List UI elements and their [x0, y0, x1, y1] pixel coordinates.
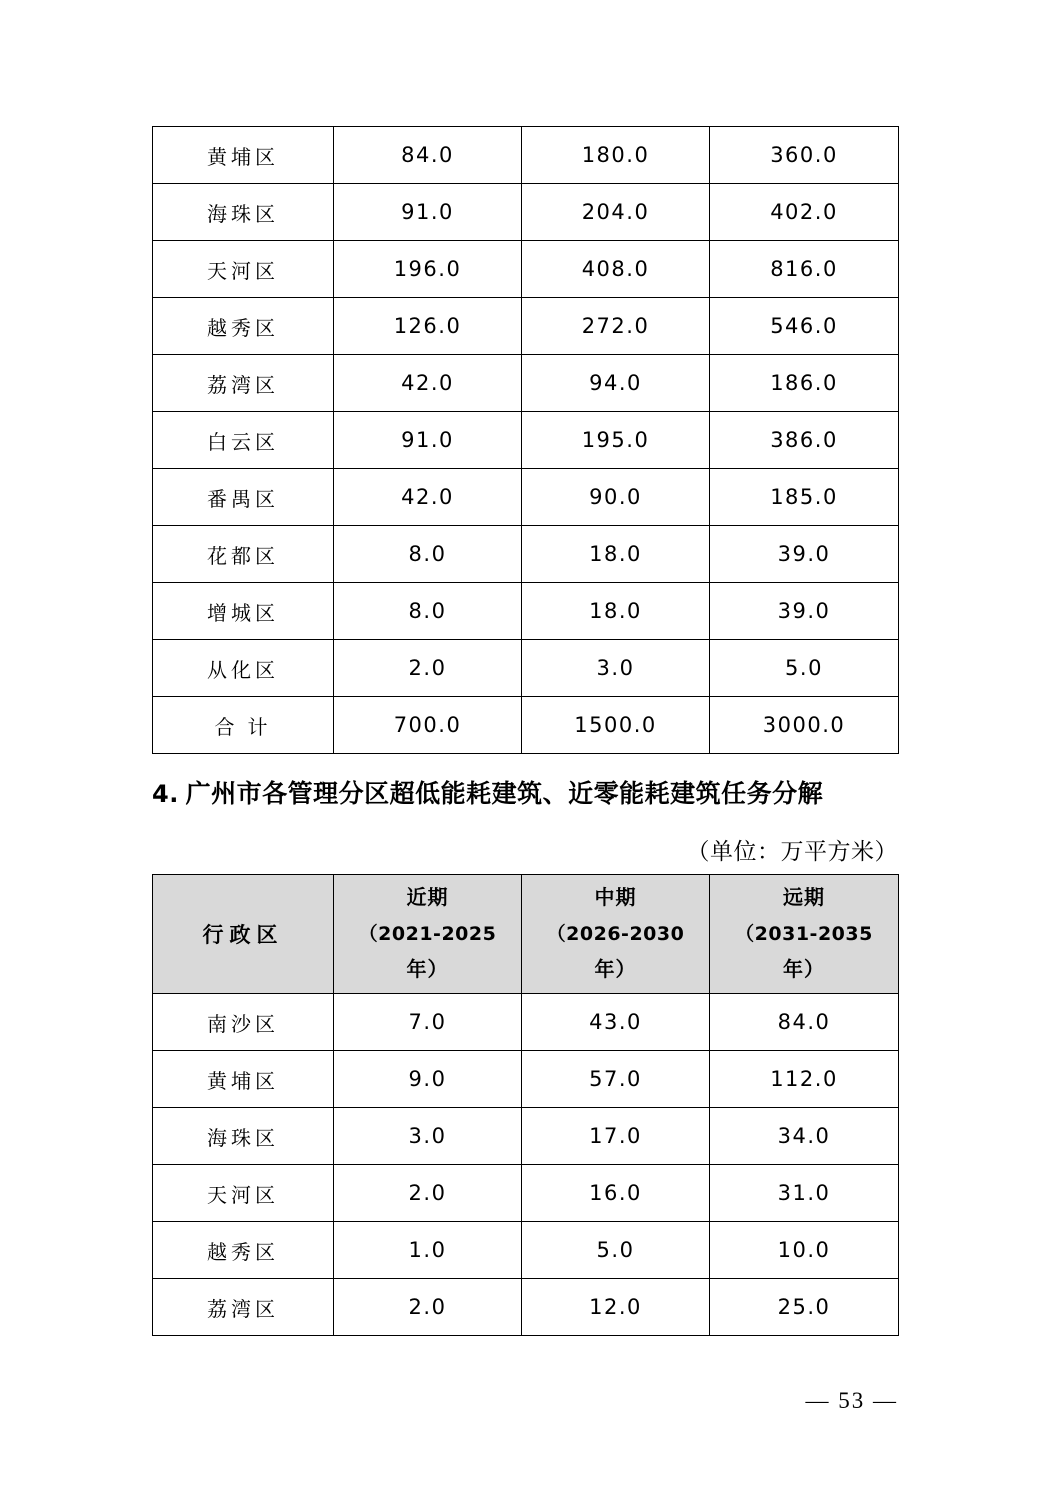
page-number: — 53 — [805, 1388, 898, 1413]
cell-region: 白云区 [153, 412, 334, 469]
cell-mid: 18.0 [522, 526, 710, 583]
table-header-row [153, 875, 899, 994]
section-number: 4. [152, 780, 179, 808]
header-mid-years: （2026-2030 [546, 923, 685, 945]
header-mid-label: 中期 [594, 887, 637, 909]
cell-region: 天河区 [153, 1165, 334, 1222]
table-row [153, 526, 899, 583]
cell-mid: 16.0 [522, 1165, 710, 1222]
cell-region: 荔湾区 [153, 1279, 334, 1336]
table-row [153, 1051, 899, 1108]
cell-near: 7.0 [334, 994, 522, 1051]
cell-mid: 195.0 [522, 412, 710, 469]
section-heading [152, 775, 912, 814]
table-row [153, 1108, 899, 1165]
cell-near: 84.0 [334, 127, 522, 184]
header-near-years: （2021-2025 [358, 923, 497, 945]
header-far-years-suffix: 年） [783, 959, 825, 981]
cell-far: 185.0 [710, 469, 899, 526]
unit-note: （单位：万平方米） [686, 839, 898, 864]
table-row [153, 355, 899, 412]
cell-near: 42.0 [334, 355, 522, 412]
cell-far: 546.0 [710, 298, 899, 355]
cell-near: 3.0 [334, 1108, 522, 1165]
cell-region: 南沙区 [153, 994, 334, 1051]
cell-near: 196.0 [334, 241, 522, 298]
cell-near: 700.0 [334, 697, 522, 754]
cell-mid: 94.0 [522, 355, 710, 412]
cell-mid: 57.0 [522, 1051, 710, 1108]
cell-mid: 18.0 [522, 583, 710, 640]
column-header-mid-term [522, 875, 710, 994]
cell-near: 2.0 [334, 1279, 522, 1336]
cell-far: 5.0 [710, 640, 899, 697]
cell-far: 10.0 [710, 1222, 899, 1279]
data-table-continued [152, 126, 899, 754]
cell-mid: 90.0 [522, 469, 710, 526]
cell-far: 84.0 [710, 994, 899, 1051]
header-near-years-suffix: 年） [406, 959, 449, 981]
cell-region: 黄埔区 [153, 1051, 334, 1108]
table-row [153, 184, 899, 241]
header-far-years: （2031-2035 [735, 923, 873, 945]
cell-near: 126.0 [334, 298, 522, 355]
cell-far: 186.0 [710, 355, 899, 412]
column-header-region: 行政区 [153, 875, 334, 994]
cell-region: 越秀区 [153, 298, 334, 355]
table-row [153, 127, 899, 184]
table-row [153, 241, 899, 298]
cell-far: 34.0 [710, 1108, 899, 1165]
cell-far: 386.0 [710, 412, 899, 469]
header-mid-years-suffix: 年） [594, 959, 637, 981]
section-title: 广州市各管理分区超低能耗建筑、近零能耗建筑任务分解 [185, 781, 824, 808]
cell-far: 39.0 [710, 583, 899, 640]
cell-region: 合 计 [153, 697, 334, 754]
cell-near: 8.0 [334, 583, 522, 640]
table-row [153, 1165, 899, 1222]
cell-region: 增城区 [153, 583, 334, 640]
cell-region: 黄埔区 [153, 127, 334, 184]
cell-far: 402.0 [710, 184, 899, 241]
data-table-ultra-low-energy [152, 874, 899, 1336]
cell-far: 39.0 [710, 526, 899, 583]
cell-mid: 180.0 [522, 127, 710, 184]
task-breakdown-table-top [152, 126, 898, 754]
cell-region: 番禺区 [153, 469, 334, 526]
task-breakdown-table-bottom [152, 874, 898, 1336]
cell-near: 91.0 [334, 412, 522, 469]
cell-mid: 17.0 [522, 1108, 710, 1165]
table-row [153, 1279, 899, 1336]
cell-region: 荔湾区 [153, 355, 334, 412]
cell-mid: 43.0 [522, 994, 710, 1051]
cell-far: 816.0 [710, 241, 899, 298]
cell-near: 9.0 [334, 1051, 522, 1108]
cell-far: 360.0 [710, 127, 899, 184]
cell-region: 从化区 [153, 640, 334, 697]
column-header-near-term [334, 875, 522, 994]
header-far-label: 远期 [783, 887, 825, 909]
cell-region: 越秀区 [153, 1222, 334, 1279]
cell-mid: 408.0 [522, 241, 710, 298]
cell-region: 海珠区 [153, 1108, 334, 1165]
cell-mid: 272.0 [522, 298, 710, 355]
table-row [153, 640, 899, 697]
cell-near: 2.0 [334, 640, 522, 697]
cell-far: 25.0 [710, 1279, 899, 1336]
table-row [153, 583, 899, 640]
cell-near: 42.0 [334, 469, 522, 526]
header-near-label: 近期 [406, 887, 449, 909]
cell-mid: 12.0 [522, 1279, 710, 1336]
cell-region: 海珠区 [153, 184, 334, 241]
table-row [153, 469, 899, 526]
cell-near: 2.0 [334, 1165, 522, 1222]
cell-region: 天河区 [153, 241, 334, 298]
table-row [153, 298, 899, 355]
cell-near: 8.0 [334, 526, 522, 583]
table-row [153, 1222, 899, 1279]
cell-far: 31.0 [710, 1165, 899, 1222]
table-row [153, 412, 899, 469]
cell-far: 3000.0 [710, 697, 899, 754]
cell-far: 112.0 [710, 1051, 899, 1108]
cell-mid: 5.0 [522, 1222, 710, 1279]
table-row [153, 994, 899, 1051]
table-row [153, 697, 899, 754]
cell-near: 91.0 [334, 184, 522, 241]
cell-mid: 204.0 [522, 184, 710, 241]
column-header-far-term [710, 875, 899, 994]
cell-near: 1.0 [334, 1222, 522, 1279]
cell-mid: 3.0 [522, 640, 710, 697]
cell-region: 花都区 [153, 526, 334, 583]
cell-mid: 1500.0 [522, 697, 710, 754]
